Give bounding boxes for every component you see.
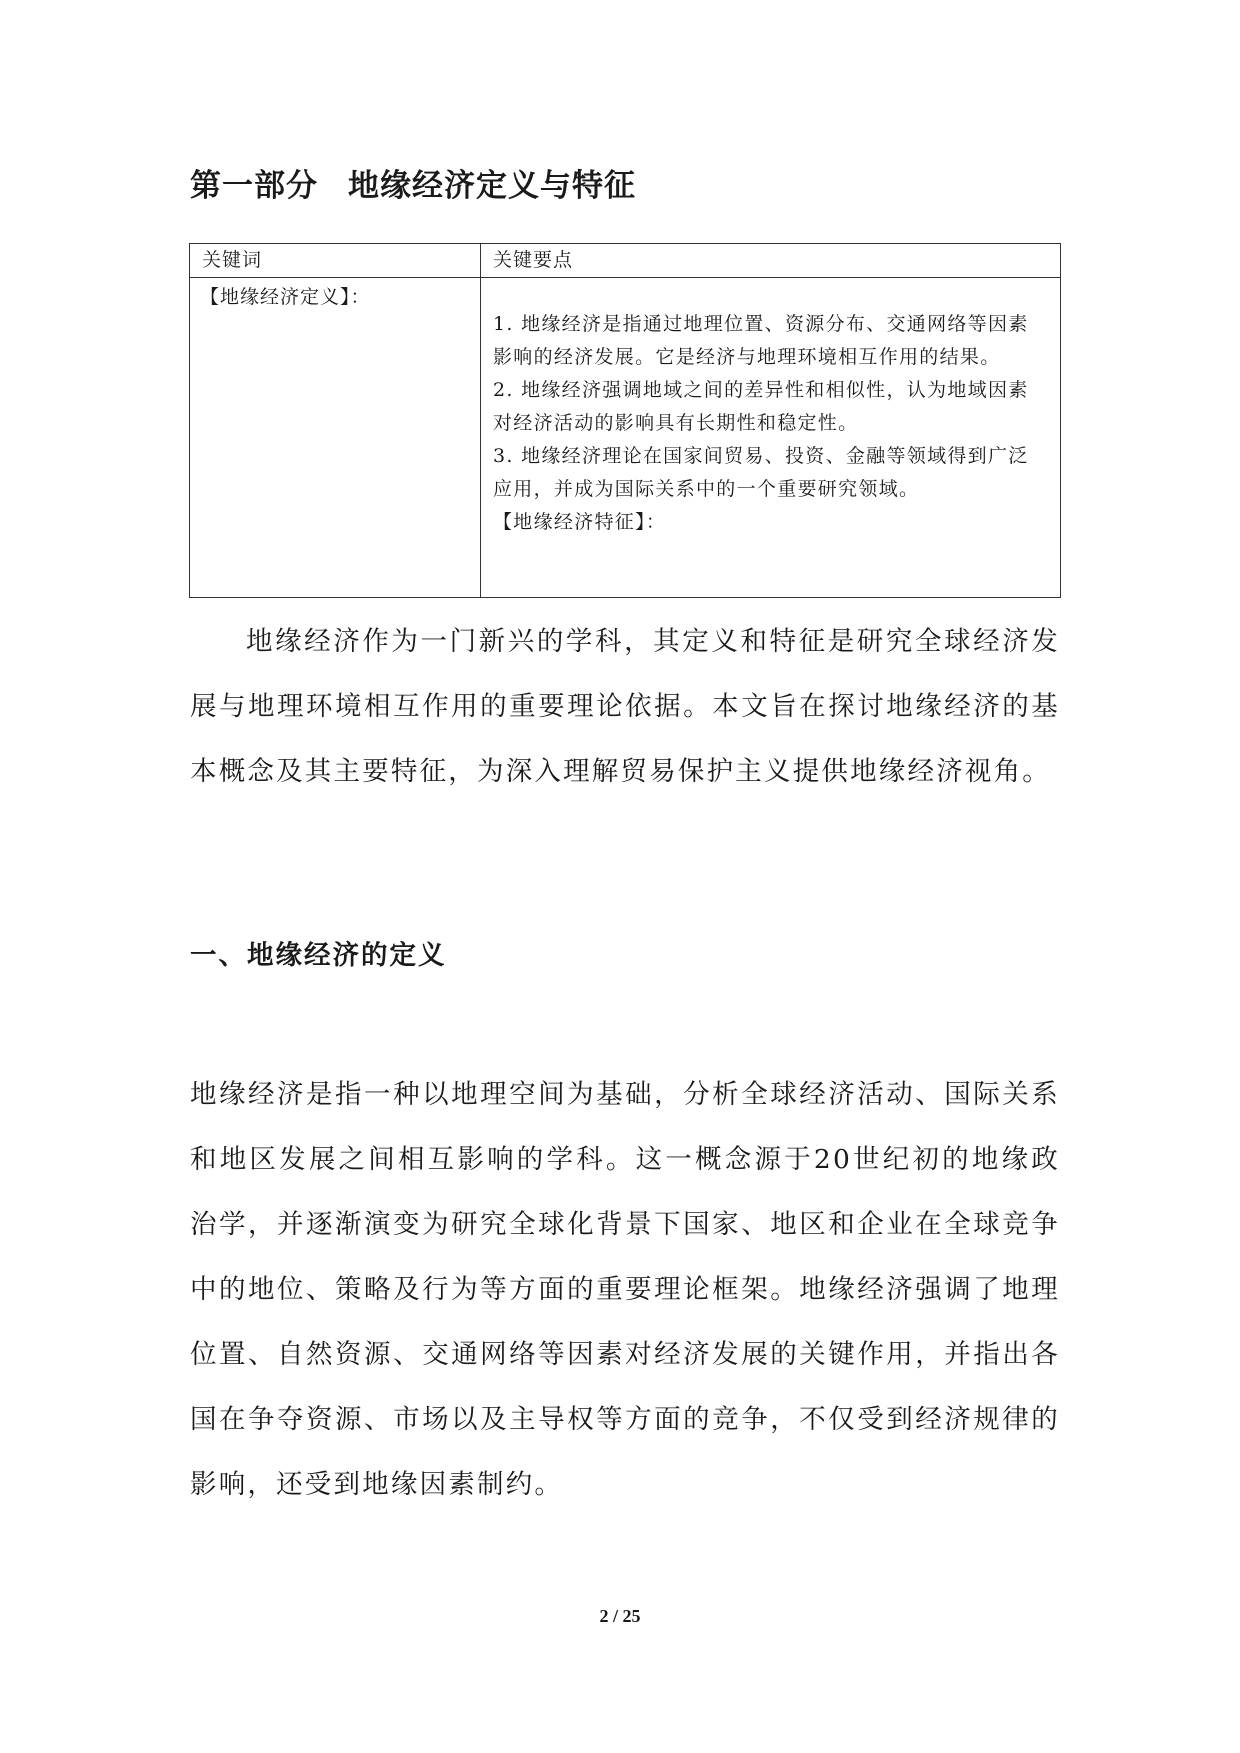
keyword-text: 【地缘经济定义】： bbox=[200, 286, 371, 308]
section-title-text: 地缘经济定义与特征 bbox=[348, 168, 636, 204]
definition-paragraph: 地缘经济是指一种以地理空间为基础，分析全球经济活动、国际关系和地区发展之间相互影响的学科。这一概念源于20世纪初的地缘政治学，并逐渐演变为研究全球化背景下国家、地区和企业在全球竞争中的地位、策略及行为等方面的重要理论框架。地缘经济强调了地理位置、自然资源、交通网络等因素对经济发展的关键作用，并指出各国在争夺资源、市场以及主导权等方面的竞争，不仅受到经济规律的影响，还受到地缘因素制约。 bbox=[190, 1079, 1060, 1500]
key-point: 3. 地缘经济理论在国家间贸易、投资、金融等领域得到广泛应用，并成为国际关系中的一个重要研究领域。 bbox=[493, 445, 1029, 500]
key-point: 2. 地缘经济强调地域之间的差异性和相似性，认为地域因素对经济活动的影响具有长期性和稳定性。 bbox=[493, 379, 1029, 434]
page-number: 2 / 25 bbox=[599, 1606, 641, 1626]
key-points-cell bbox=[481, 278, 1061, 598]
header-keyword: 关键词 bbox=[190, 244, 481, 278]
table-header-row bbox=[190, 244, 1061, 278]
header-key-points: 关键要点 bbox=[481, 244, 1061, 278]
intro-paragraph: 地缘经济作为一门新兴的学科，其定义和特征是研究全球经济发展与地理环境相互作用的重要理论依据。本文旨在探讨地缘经济的基本概念及其主要特征，为深入理解贸易保护主义提供地缘经济视角。 bbox=[190, 626, 1060, 787]
table-row bbox=[190, 278, 1061, 598]
keyword-table bbox=[189, 243, 1061, 598]
next-keyword: 【地缘经济特征】： bbox=[493, 511, 667, 533]
section-title bbox=[190, 160, 636, 205]
section-part-label: 第一部分 bbox=[190, 168, 318, 204]
key-point: 1. 地缘经济是指通过地理位置、资源分布、交通网络等因素影响的经济发展。它是经济与地理环境相互作用的结果。 bbox=[493, 313, 1029, 368]
subheading: 一、地缘经济的定义 bbox=[190, 940, 447, 971]
keyword-cell bbox=[190, 278, 481, 598]
